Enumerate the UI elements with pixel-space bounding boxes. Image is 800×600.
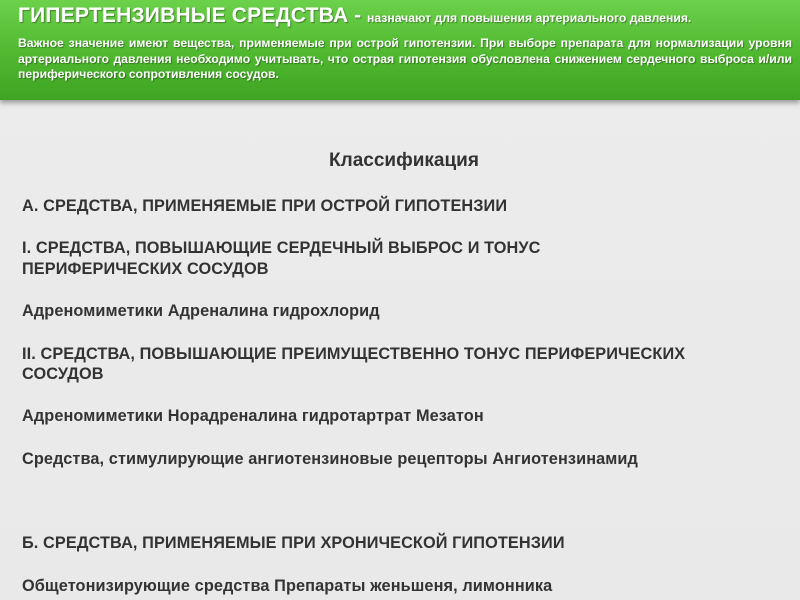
group-2-drugs: Адреномиметики Норадреналина гидротартрат Мезатон <box>22 407 484 425</box>
section-b-heading: Б. СРЕДСТВА, ПРИМЕНЯЕМЫЕ ПРИ ХРОНИЧЕСКОЙ ГИПОТЕНЗИИ <box>22 534 565 552</box>
group-1-heading-line2: ПЕРИФЕРИЧЕСКИХ СОСУДОВ <box>22 260 269 278</box>
header-title <box>18 6 790 28</box>
group-2-heading-line2: СОСУДОВ <box>22 365 104 383</box>
title-dash: - <box>348 4 367 27</box>
section-a-heading: А. СРЕДСТВА, ПРИМЕНЯЕМЫЕ ПРИ ОСТРОЙ ГИПОТЕНЗИИ <box>22 197 508 215</box>
group-1-heading-line1: I. СРЕДСТВА, ПОВЫШАЮЩИЕ СЕРДЕЧНЫЙ ВЫБРОС И ТОНУС <box>22 239 541 257</box>
group-2-heading-line1: II. СРЕДСТВА, ПОВЫШАЮЩИЕ ПРЕИМУЩЕСТВЕННО ТОНУС ПЕРИФЕРИЧЕСКИХ <box>22 345 686 363</box>
classification-title: Классификация <box>329 150 479 171</box>
tonic-drugs: Общетонизирующие средства Препараты женьшеня, лимонника <box>22 577 553 595</box>
title-tail: назначают для повышения артериального давления. <box>366 11 692 25</box>
title-main: ГИПЕРТЕНЗИВНЫЕ СРЕДСТВА <box>18 4 349 27</box>
group-1-drugs: Адреномиметики Адреналина гидрохлорид <box>22 302 380 320</box>
header-banner <box>0 0 800 100</box>
group-2-angiotensin: Средства, стимулирующие ангиотензиновые рецепторы Ангиотензинамид <box>22 450 638 468</box>
header-body-text: Важное значение имеют вещества, применяемые при острой гипотензии. При выборе препарата для нормализации уровня артериального давления необходимо учитывать, что острая гипотензия обусловлена снижением сердечного выброса и/или периферического сопротивления сосудов. <box>18 36 792 81</box>
